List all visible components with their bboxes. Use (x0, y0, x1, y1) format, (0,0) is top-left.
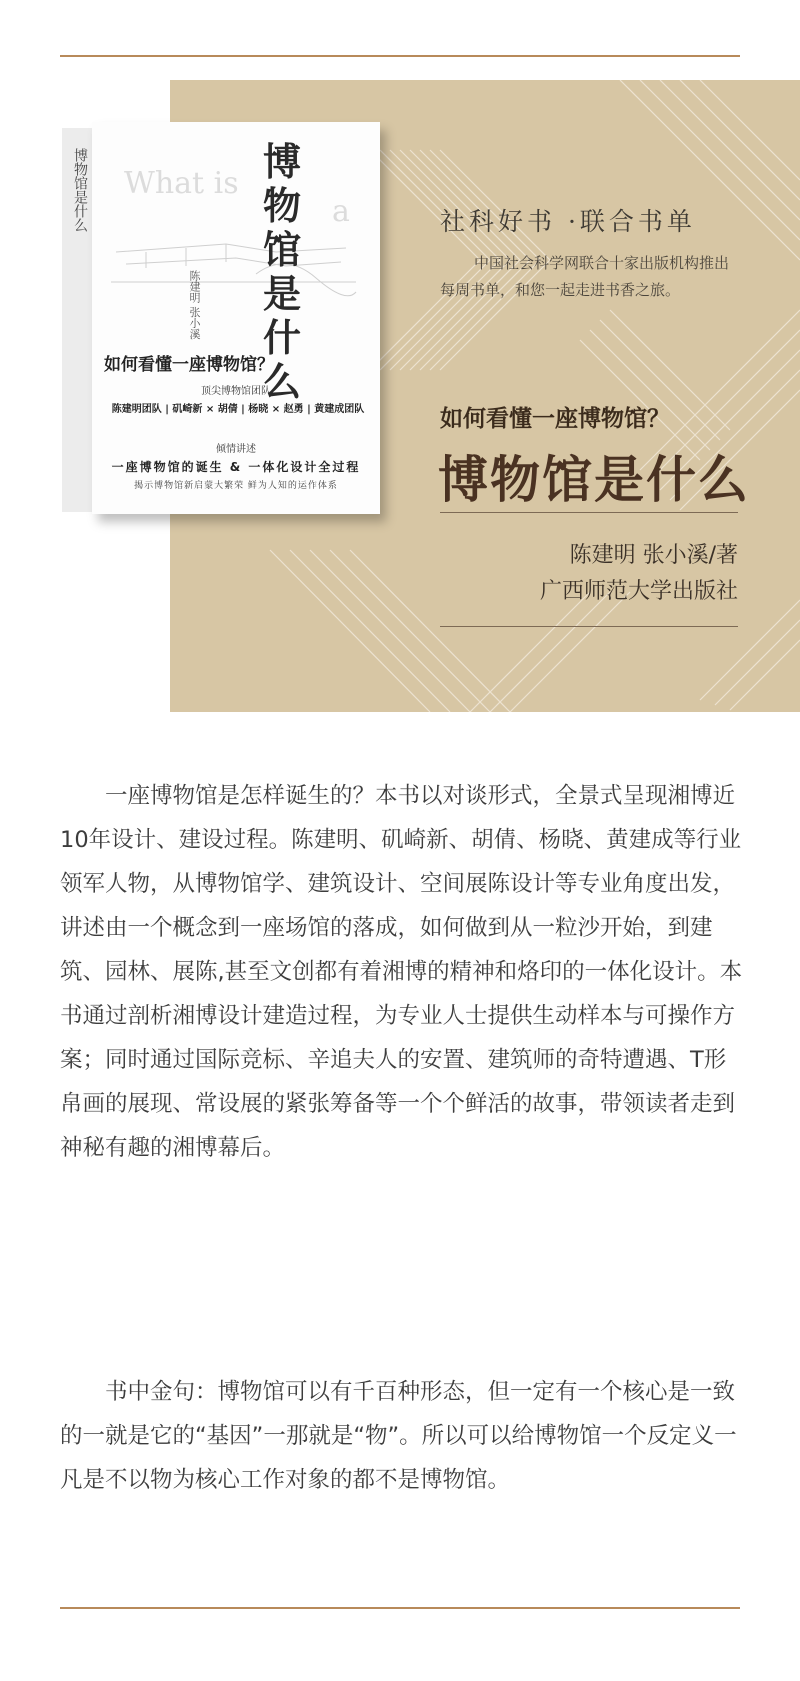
building-sketch-illustration (106, 182, 366, 322)
cover-sub3: 揭示博物馆新启蒙大繁荣 鲜为人知的运作体系 (134, 481, 338, 491)
cover-sub2: 一座博物馆的诞生 & 一体化设计全过程 (111, 460, 361, 474)
book-summary-paragraph: 一座博物馆是怎样诞生的？本书以对谈形式，全景式呈现湘博近10年设计、建设过程。陈建明、矶崎新、胡倩、杨晓、黄建成等行业领军人物，从博物馆学、建筑设计、空间展陈设计等专业角度出发，讲述由一个概念到一座场馆的落成，如何做到从一粒沙开始，到建筑、园林、展陈,甚至文创都有着湘博的精神和烙印的一体化设计。本书通过剖析湘博设计建造过程，为专业人士提供生动样本与可操作方案；同时通过国际竞标、辛追夫人的安置、建筑师的奇特遭遇、T形帛画的展现、常设展的紧张筹备等一个个鲜活的故事，带领读者走到神秘有趣的湘博幕后。 (60, 783, 743, 1161)
book-front-cover (92, 122, 380, 514)
cover-authors: 陈建明 张小溪 (188, 270, 201, 340)
cover-team-title: 顶尖博物馆团队 (201, 386, 271, 397)
cover-sub1: 倾情讲述 (216, 444, 256, 455)
cover-title: 博物馆是什么 (262, 139, 301, 404)
spine-title: 博物馆是什么 (72, 148, 88, 232)
title-underline (440, 512, 738, 513)
book-subtitle: 如何看懂一座博物馆？ (440, 406, 670, 432)
cover-english-right: a (332, 194, 350, 229)
column-tag-title: 社科好书 ·联合书单 (440, 207, 696, 236)
cover-question: 如何看懂一座博物馆？ (104, 355, 274, 375)
bottom-divider (60, 1607, 740, 1609)
book-cover-image (62, 122, 380, 514)
cover-english-left: What is (124, 166, 239, 201)
book-quote-paragraph: 书中金句：博物馆可以有千百种形态，但一定有一个核心是一致的一就是它的“基因”一那就是“物”。所以可以给博物馆一个反定义一凡是不以物为核心工作对象的都不是博物馆。 (60, 1379, 737, 1493)
top-divider (60, 55, 740, 57)
column-tag-description: 中国社会科学网联合十家出版机构推出每周书单，和您一起走进书香之旅。 (440, 254, 730, 299)
book-title: 博物馆是什么 (438, 451, 750, 509)
book-author: 陈建明 张小溪/著 (569, 543, 738, 568)
publisher-underline (440, 626, 738, 627)
cover-team-line: 陈建明团队 | 矶崎新 × 胡倩 | 杨晓 × 赵勇 | 黄建成团队 (111, 404, 365, 415)
book-publisher: 广西师范大学出版社 (539, 579, 738, 604)
book-spine (62, 128, 92, 512)
